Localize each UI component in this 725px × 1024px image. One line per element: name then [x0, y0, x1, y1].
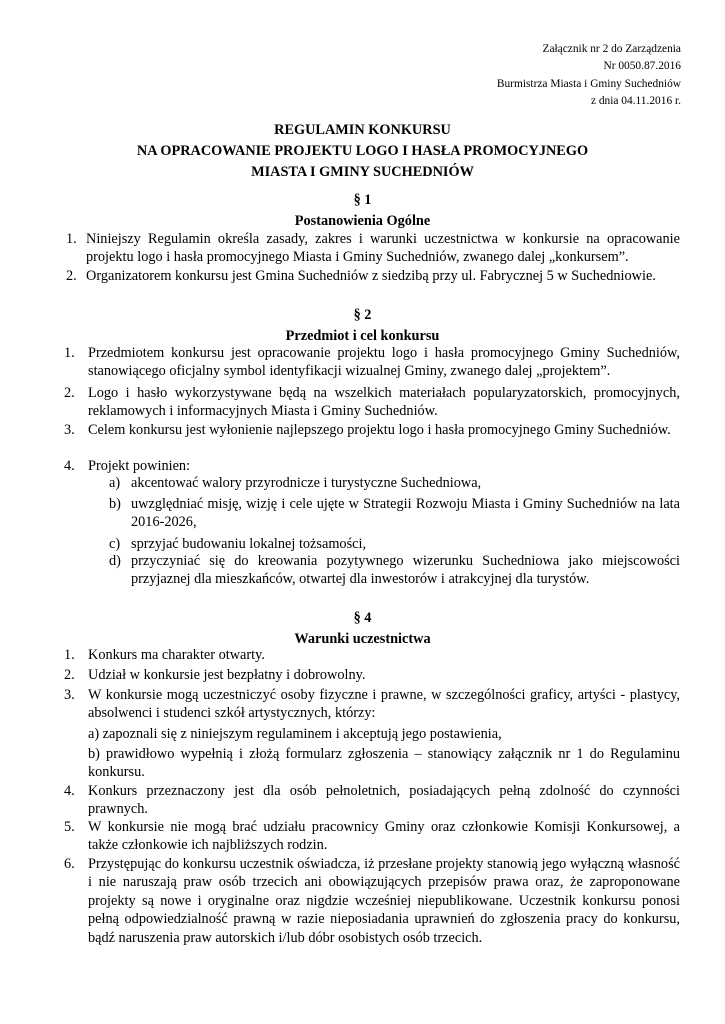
item-text: Celem konkursu jest wyłonienie najlepszego projektu logo i hasła promocyjnego Gminy Suchedniów.: [88, 422, 671, 438]
section-1-header: [0, 190, 725, 232]
list-item: [64, 646, 680, 664]
section-mark: § 2: [353, 307, 372, 323]
list-item: [64, 855, 680, 947]
annex-note-line: Załącznik nr 2 do Zarządzenia: [542, 43, 681, 55]
annex-note-line: Nr 0050.87.2016: [603, 60, 681, 73]
annex-note-line: Burmistrza Miasta i Gminy Suchedniów: [496, 77, 681, 90]
item-number: 4.: [64, 783, 75, 799]
item-text: sprzyjać budowaniu lokalnej tożsamości,: [131, 536, 367, 552]
list-item: [64, 384, 680, 421]
title-line: NA OPRACOWANIE PROJEKTU LOGO I HASŁA PROMOCYJNEGO: [136, 143, 589, 159]
sub-list-item: [109, 535, 680, 553]
item-text: Projekt powinien:: [88, 458, 191, 474]
list-item: [88, 745, 680, 782]
annex-note-line: z dnia 04.11.2016 r.: [590, 95, 681, 108]
item-number: 4.: [64, 458, 75, 474]
list-item: [64, 666, 680, 684]
item-text: b) prawidłowo wypełnią i złożą formularz zgłoszenia – stanowiący załącznik nr 1 do Regulaminu konkursu.: [88, 746, 680, 781]
item-number: 1.: [64, 345, 75, 361]
item-number: 1.: [64, 647, 75, 663]
item-text: W konkursie nie mogą brać udziału pracownicy Gminy oraz członkowie Komisji Konkursowej, a także członkowie ich najbliższych rodzin.: [88, 819, 680, 854]
sub-list-item: [109, 552, 680, 589]
item-text: a) zapoznali się z niniejszym regulaminem i akceptują jego postawienia,: [88, 726, 502, 742]
item-number: 6.: [64, 856, 75, 872]
annex-note: [361, 41, 681, 111]
item-text: Logo i hasło wykorzystywane będą na wszelkich materiałach popularyzatorskich, promocyjnych, reklamowych i informacyjnych Miasta i Gminy Suchedniów.: [88, 385, 680, 420]
sub-list-item: [109, 495, 680, 532]
item-text: uwzględniać misję, wizję i cele ujęte w Strategii Rozwoju Miasta i Gminy Suchedniów na lata 2016-2026,: [131, 496, 680, 531]
item-text: Niniejszy Regulamin określa zasady, zakres i warunki uczestnictwa w konkursie na opracowanie projektu logo i hasła promocyjnego Miasta i Gminy Suchedniów, zwanego dalej „konkursem”.: [86, 231, 680, 266]
item-number: 1.: [66, 231, 77, 247]
list-item: [64, 686, 680, 723]
item-text: akcentować walory przyrodnicze i turystyczne Suchedniowa,: [131, 475, 482, 491]
item-number: 5.: [64, 819, 75, 835]
section-mark: § 1: [353, 192, 372, 208]
list-item: [64, 782, 680, 819]
list-item: [64, 344, 680, 381]
item-letter: a): [109, 475, 121, 491]
item-number: 3.: [64, 422, 75, 438]
section-mark: § 4: [353, 610, 372, 626]
item-text: Konkurs ma charakter otwarty.: [88, 647, 265, 663]
sub-list-item: [109, 474, 680, 492]
list-item: [66, 230, 680, 267]
section-4-header: [0, 608, 725, 650]
section-heading: Warunki uczestnictwa: [294, 631, 431, 647]
list-item: [64, 818, 680, 855]
item-letter: b): [109, 496, 121, 512]
item-letter: c): [109, 536, 121, 552]
item-text: przyczyniać się do kreowania pozytywnego wizerunku Suchedniowa jako miejscowości przyjaznej dla mieszkańców, otwartej dla inwestorów i atrakcyjnej dla turystów.: [131, 553, 680, 588]
item-text: Przedmiotem konkursu jest opracowanie projektu logo i hasła promocyjnego Gminy Suchedniów, stanowiącego oficjalny symbol identyfikacji wizualnej Gminy, zwanego dalej „projektem”.: [88, 345, 680, 380]
item-text: Konkurs przeznaczony jest dla osób pełnoletnich, posiadających pełną zdolność do czynności prawnych.: [88, 783, 680, 818]
item-number: 2.: [64, 385, 75, 401]
item-letter: d): [109, 553, 121, 569]
item-text: Organizatorem konkursu jest Gmina Suchedniów z siedzibą przy ul. Fabrycznej 5 w Suchedniowie.: [86, 268, 656, 284]
item-number: 2.: [64, 667, 75, 683]
list-item: [88, 725, 680, 743]
item-text: Udział w konkursie jest bezpłatny i dobrowolny.: [88, 667, 366, 683]
title-line: MIASTA I GMINY SUCHEDNIÓW: [251, 164, 474, 180]
section-heading: Przedmiot i cel konkursu: [285, 328, 440, 344]
item-number: 2.: [66, 268, 77, 284]
section-heading: Postanowienia Ogólne: [294, 213, 431, 229]
document-title: [0, 120, 725, 183]
list-item: [64, 457, 680, 475]
list-item: [64, 421, 680, 439]
item-text: Przystępując do konkursu uczestnik oświadcza, iż przesłane projekty stanowią jego wyłączną własność i nie naruszają praw osób trzecich ani obowiązujących przepisów prawa oraz, że zaproponowane projekty są nowe i oryginalne oraz nigdzie wcześniej niepublikowane. Uczestnik konkursu ponosi pełną odpowiedzialność prawną w razie nieposiadania uprawnień do zgłoszenia pracy do konkursu, bądź naruszenia praw autorskich i/lub dóbr osobistych osób trzecich.: [88, 856, 680, 946]
section-2-header: [0, 305, 725, 347]
list-item: [66, 267, 680, 285]
item-text: W konkursie mogą uczestniczyć osoby fizyczne i prawne, w szczególności graficy, artyści - plastycy, absolwenci i studenci szkół artystycznych, którzy:: [88, 687, 680, 722]
item-number: 3.: [64, 687, 75, 703]
title-line: REGULAMIN KONKURSU: [274, 122, 451, 138]
